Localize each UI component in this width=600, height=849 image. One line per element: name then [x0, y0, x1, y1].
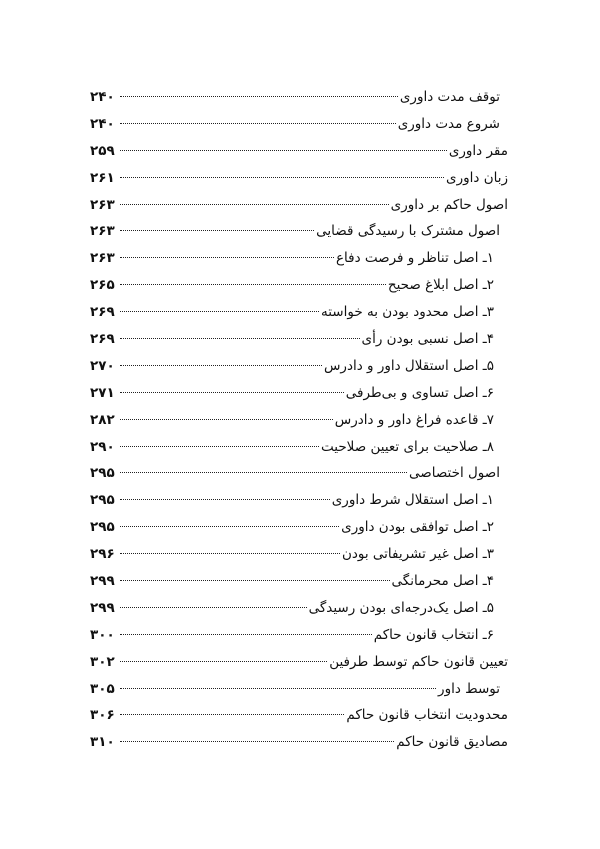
dot-leader: [120, 365, 322, 366]
toc-entry: [90, 541, 508, 568]
toc-entry-title: ۳ـ اصل محدود بودن به خواسته: [320, 304, 494, 321]
toc-entry-page-number: ۳۰۰: [90, 626, 115, 643]
toc-entry: [90, 353, 508, 380]
toc-entry: [90, 272, 508, 299]
toc-entry: [90, 299, 508, 326]
toc-entry: [90, 729, 508, 756]
toc-entry-page-number: ۲۶۹: [90, 304, 115, 321]
toc-entry-title: شروع مدت داوری: [397, 115, 500, 132]
dot-leader: [120, 392, 344, 393]
dot-leader: [120, 257, 334, 258]
toc-entry-page-number: ۲۹۰: [90, 438, 115, 455]
toc-entry: [90, 676, 508, 703]
toc-entry-title: ۵ـ اصل یک‌درجه‌ای بودن رسیدگی: [308, 599, 494, 616]
dot-leader: [120, 150, 447, 151]
toc-entry-title: محدودیت انتخاب قانون حاکم: [346, 707, 508, 724]
dot-leader: [120, 177, 444, 178]
dot-leader: [120, 661, 327, 662]
toc-entry: [90, 192, 508, 219]
dot-leader: [120, 741, 394, 742]
toc-entry: [90, 326, 508, 353]
toc-entry-page-number: ۲۹۶: [90, 546, 115, 563]
toc-entry-title: مقر داوری: [448, 142, 508, 159]
dot-leader: [120, 123, 396, 124]
toc-entry-title: زبان داوری: [446, 169, 508, 186]
toc-entry-title: ۱ـ اصل تناظر و فرصت دفاع: [335, 250, 494, 267]
toc-entry-page-number: ۲۹۵: [90, 492, 115, 509]
toc-entry-title: ۶ـ انتخاب قانون حاکم: [373, 626, 494, 643]
dot-leader: [120, 446, 319, 447]
toc-entry-page-number: ۲۶۳: [90, 196, 115, 213]
toc-entry-page-number: ۲۴۰: [90, 115, 115, 132]
toc-entry-title: ۷ـ قاعده فراغ داور و دادرس: [334, 411, 494, 428]
toc-entry-page-number: ۲۹۵: [90, 519, 115, 536]
toc-entry: [90, 84, 508, 111]
toc-entry-page-number: ۲۶۳: [90, 250, 115, 267]
toc-entry: [90, 622, 508, 649]
toc-entry: [90, 407, 508, 434]
toc-entry-page-number: ۲۶۱: [90, 169, 115, 186]
dot-leader: [120, 553, 340, 554]
toc-entry: [90, 487, 508, 514]
dot-leader: [120, 338, 360, 339]
toc-entry-page-number: ۲۴۰: [90, 89, 115, 105]
dot-leader: [120, 419, 333, 420]
dot-leader: [120, 204, 389, 205]
dot-leader: [120, 580, 390, 581]
dot-leader: [120, 96, 398, 97]
toc-entry-title: ۴ـ اصل نسبی بودن رأی: [361, 331, 494, 348]
dot-leader: [120, 311, 319, 312]
toc-entry: [90, 380, 508, 407]
toc-entry-title: توقف مدت داوری: [399, 89, 500, 105]
dot-leader: [120, 688, 436, 689]
dot-leader: [120, 714, 344, 715]
toc-entry-page-number: ۲۹۹: [90, 573, 115, 590]
toc-entry-page-number: ۲۹۵: [90, 465, 115, 482]
toc-entry: [90, 434, 508, 461]
toc-entry-page-number: ۳۱۰: [90, 734, 115, 751]
toc-entry-title: ۳ـ اصل غیر تشریفاتی بودن: [341, 546, 494, 563]
toc-entry-page-number: ۲۷۰: [90, 357, 115, 374]
toc-entry-title: ۲ـ اصل ابلاغ صحیح: [387, 277, 494, 294]
dot-leader: [120, 526, 339, 527]
toc-entry: [90, 514, 508, 541]
toc-entry: [90, 649, 508, 676]
toc-entry-page-number: ۲۵۹: [90, 142, 115, 159]
toc-entry-page-number: ۲۶۹: [90, 331, 115, 348]
toc-entry-page-number: ۲۶۵: [90, 277, 115, 294]
dot-leader: [120, 284, 386, 285]
toc-entry-page-number: ۳۰۲: [90, 653, 115, 670]
toc-entry-title: ۱ـ اصل استقلال شرط داوری: [331, 492, 494, 509]
toc-entry: [90, 595, 508, 622]
toc-entry-title: توسط داور: [438, 680, 500, 697]
toc-entry-page-number: ۲۹۹: [90, 599, 115, 616]
toc-entry-title: اصول حاکم بر داوری: [390, 196, 508, 213]
toc-entry: [90, 702, 508, 729]
toc-entry: [90, 218, 508, 245]
dot-leader: [120, 634, 372, 635]
toc-entry: [90, 245, 508, 272]
toc-entry-title: ۵ـ اصل استقلال داور و دادرس: [323, 357, 494, 374]
toc-entry-title: ۲ـ اصل توافقی بودن داوری: [341, 519, 494, 536]
toc-entry: [90, 138, 508, 165]
toc-entry-page-number: ۲۶۳: [90, 223, 115, 240]
toc-entry-title: مصادیق قانون حاکم: [396, 734, 508, 751]
dot-leader: [120, 230, 314, 231]
toc-entry: [90, 111, 508, 138]
toc-entry-title: تعیین قانون حاکم توسط طرفین: [329, 653, 508, 670]
toc-entry: [90, 165, 508, 192]
toc-entry: [90, 460, 508, 487]
toc-entry-page-number: ۲۷۱: [90, 384, 115, 401]
toc-entry-title: اصول اختصاصی: [409, 465, 500, 482]
dot-leader: [120, 472, 407, 473]
dot-leader: [120, 607, 307, 608]
toc-entry-title: ۴ـ اصل محرمانگی: [391, 573, 494, 590]
toc-entry-title: اصول مشترک با رسیدگی قضایی: [316, 223, 500, 240]
table-of-contents: [90, 84, 508, 756]
toc-entry-page-number: ۳۰۵: [90, 680, 115, 697]
toc-entry-page-number: ۲۸۲: [90, 411, 115, 428]
toc-entry: [90, 568, 508, 595]
toc-entry-page-number: ۳۰۶: [90, 707, 115, 724]
toc-entry-title: ۸ـ صلاحیت برای تعیین صلاحیت: [321, 438, 494, 455]
toc-entry-title: ۶ـ اصل تساوی و بی‌طرفی: [345, 384, 494, 401]
dot-leader: [120, 499, 330, 500]
